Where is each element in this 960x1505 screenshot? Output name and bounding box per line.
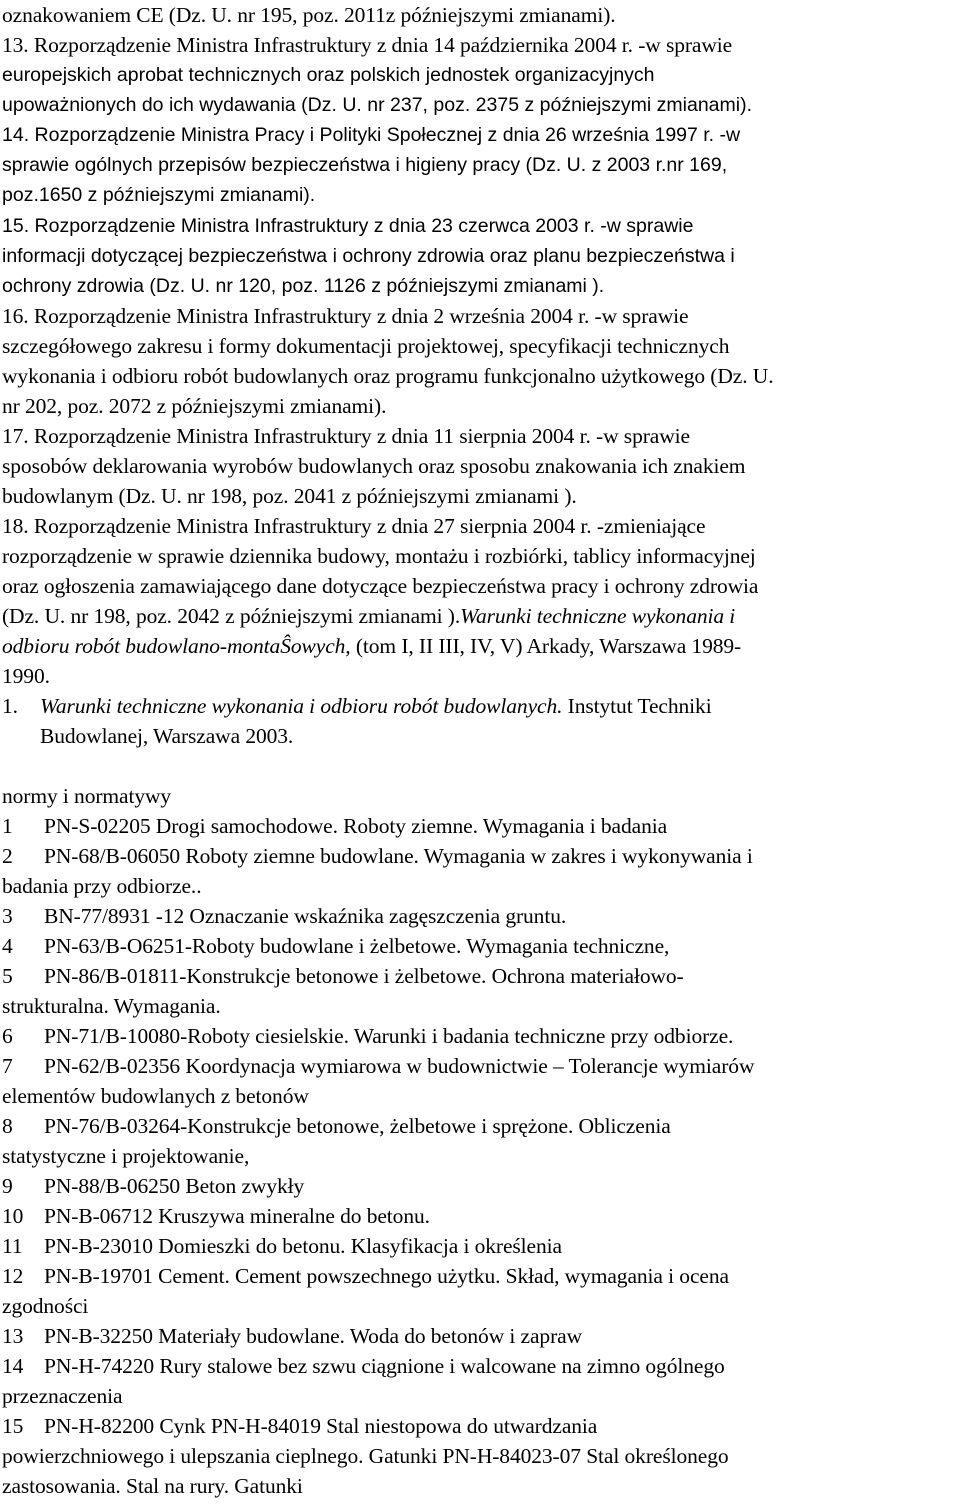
list-item bbox=[2, 811, 958, 841]
italic-title: odbioru robót budowlano-montaŜowych, bbox=[2, 634, 351, 658]
list-item-continuation: zgodności bbox=[2, 1294, 89, 1318]
list-number: 12 bbox=[2, 1264, 24, 1288]
text-line bbox=[2, 601, 958, 631]
list-text: PN-71/B-10080-Roboty ciesielskie. Warunki i badania techniczne przy odbiorze. bbox=[44, 1024, 734, 1048]
list-text: PN-B-19701 Cement. Cement powszechnego użytku. Skład, wymagania i ocena bbox=[44, 1264, 729, 1288]
list-item bbox=[2, 841, 958, 871]
list-number: 4 bbox=[2, 934, 13, 958]
list-text: PN-76/B-03264-Konstrukcje betonowe, żelbetowe i sprężone. Obliczenia bbox=[44, 1114, 671, 1138]
text-line: 13. Rozporządzenie Ministra Infrastruktury z dnia 14 października 2004 r. -w sprawie bbox=[2, 33, 733, 57]
text-line: sprawie ogólnych przepisów bezpieczeństwa i higieny pracy (Dz. U. z 2003 r.nr 169, bbox=[2, 154, 728, 176]
list-item-continuation: przeznaczenia bbox=[2, 1384, 123, 1408]
text-line: 16. Rozporządzenie Ministra Infrastruktury z dnia 2 września 2004 r. -w sprawie bbox=[2, 304, 689, 328]
list-item-continuation: badania przy odbiorze.. bbox=[2, 874, 202, 898]
text-line bbox=[2, 691, 958, 721]
text-line: szczegółowego zakresu i formy dokumentacji projektowej, specyfikacji technicznych bbox=[2, 334, 730, 358]
list-number: 9 bbox=[2, 1174, 13, 1198]
list-item bbox=[2, 1261, 958, 1291]
list-number: 13 bbox=[2, 1324, 24, 1348]
list-item bbox=[2, 961, 958, 991]
text-line: europejskich aprobat technicznych oraz polskich jednostek organizacyjnych bbox=[2, 64, 655, 86]
text-line: sposobów deklarowania wyrobów budowlanych oraz sposobu znakowania ich znakiem bbox=[2, 454, 746, 478]
text-line bbox=[2, 631, 958, 661]
list-item bbox=[2, 1321, 958, 1351]
text-line: nr 202, poz. 2072 z późniejszymi zmianami). bbox=[2, 394, 387, 418]
section-heading: normy i normatywy bbox=[2, 784, 172, 808]
list-number: 5 bbox=[2, 964, 13, 988]
list-text: PN-88/B-06250 Beton zwykły bbox=[44, 1174, 305, 1198]
list-text: PN-68/B-06050 Roboty ziemne budowlane. Wymagania w zakres i wykonywania i bbox=[44, 844, 753, 868]
text-line: upoważnionych do ich wydawania (Dz. U. nr 237, poz. 2375 z późniejszymi zmianami). bbox=[2, 94, 753, 116]
list-text: BN-77/8931 -12 Oznaczanie wskaźnika zagęszczenia gruntu. bbox=[44, 904, 567, 928]
text-span: (Dz. U. nr 198, poz. 2042 z późniejszymi zmianami ). bbox=[2, 604, 461, 628]
list-text: PN-B-32250 Materiały budowlane. Woda do betonów i zapraw bbox=[44, 1324, 583, 1348]
italic-title: Warunki techniczne wykonania i bbox=[460, 604, 736, 628]
text-line: 1990. bbox=[2, 664, 50, 688]
text-line: 17. Rozporządzenie Ministra Infrastruktury z dnia 11 sierpnia 2004 r. -w sprawie bbox=[2, 424, 690, 448]
list-item-continuation: strukturalna. Wymagania. bbox=[2, 994, 221, 1018]
list-number: 10 bbox=[2, 1204, 24, 1228]
list-item bbox=[2, 1051, 958, 1081]
list-text: PN-H-74220 Rury stalowe bez szwu ciągnione i walcowane na zimno ogólnego bbox=[44, 1354, 725, 1378]
text-line: Budowlanej, Warszawa 2003. bbox=[40, 724, 294, 748]
text-line: 18. Rozporządzenie Ministra Infrastruktury z dnia 27 sierpnia 2004 r. -zmieniające bbox=[2, 514, 706, 538]
list-number: 8 bbox=[2, 1114, 13, 1138]
list-item-continuation: statystyczne i projektowanie, bbox=[2, 1144, 250, 1168]
list-number: 6 bbox=[2, 1024, 13, 1048]
text-line: 15. Rozporządzenie Ministra Infrastruktury z dnia 23 czerwca 2003 r. -w sprawie bbox=[2, 215, 694, 237]
list-item bbox=[2, 1411, 958, 1441]
list-item bbox=[2, 1351, 958, 1381]
list-text: PN-B-23010 Domieszki do betonu. Klasyfikacja i określenia bbox=[44, 1234, 562, 1258]
list-number: 7 bbox=[2, 1054, 13, 1078]
text-line: rozporządzenie w sprawie dziennika budowy, montażu i rozbiórki, tablicy informacyjnej bbox=[2, 544, 756, 568]
text-line: budowlanym (Dz. U. nr 198, poz. 2041 z późniejszymi zmianami ). bbox=[2, 484, 577, 508]
list-number: 1. bbox=[2, 694, 18, 718]
list-item-continuation: elementów budowlanych z betonów bbox=[2, 1084, 309, 1108]
list-number: 2 bbox=[2, 844, 13, 868]
text-line: 14. Rozporządzenie Ministra Pracy i Polityki Społecznej z dnia 26 września 1997 r. -w bbox=[2, 124, 741, 146]
text-line: informacji dotyczącej bezpieczeństwa i ochrony zdrowia oraz planu bezpieczeństwa i bbox=[2, 245, 735, 267]
list-text: PN-62/B-02356 Koordynacja wymiarowa w budownictwie – Tolerancje wymiarów bbox=[44, 1054, 755, 1078]
list-item bbox=[2, 901, 958, 931]
text-span: (tom I, II III, IV, V) Arkady, Warszawa 1989- bbox=[350, 634, 742, 658]
list-item bbox=[2, 931, 958, 961]
list-text: PN-B-06712 Kruszywa mineralne do betonu. bbox=[44, 1204, 430, 1228]
text-line: oznakowaniem CE (Dz. U. nr 195, poz. 2011z późniejszymi zmianami). bbox=[2, 3, 616, 27]
text-span: Instytut Techniki bbox=[562, 694, 712, 718]
text-line: ochrony zdrowia (Dz. U. nr 120, poz. 1126 z późniejszymi zmianami ). bbox=[2, 275, 605, 297]
list-number: 3 bbox=[2, 904, 13, 928]
italic-title: Warunki techniczne wykonania i odbioru robót budowlanych. bbox=[40, 694, 563, 718]
list-text: PN-H-82200 Cynk PN-H-84019 Stal niestopowa do utwardzania bbox=[44, 1414, 598, 1438]
list-text: PN-63/B-O6251-Roboty budowlane i żelbetowe. Wymagania techniczne, bbox=[44, 934, 670, 958]
list-number: 11 bbox=[2, 1234, 23, 1258]
list-number: 14 bbox=[2, 1354, 24, 1378]
list-item bbox=[2, 1231, 958, 1261]
list-number: 1 bbox=[2, 814, 13, 838]
list-text: PN-86/B-01811-Konstrukcje betonowe i żelbetowe. Ochrona materiałowo- bbox=[44, 964, 684, 988]
list-item-continuation: zastosowania. Stal na rury. Gatunki bbox=[2, 1474, 303, 1498]
list-item-continuation: powierzchniowego i ulepszania cieplnego. Gatunki PN-H-84023-07 Stal określonego bbox=[2, 1444, 729, 1468]
list-item bbox=[2, 1111, 958, 1141]
text-line: oraz ogłoszenia zamawiającego dane dotyczące bezpieczeństwa pracy i ochrony zdrowia bbox=[2, 574, 759, 598]
text-line: wykonania i odbioru robót budowlanych oraz programu funkcjonalno użytkowego (Dz. U. bbox=[2, 364, 774, 388]
list-item bbox=[2, 1201, 958, 1231]
list-number: 15 bbox=[2, 1414, 24, 1438]
list-item bbox=[2, 1171, 958, 1201]
text-line: poz.1650 z późniejszymi zmianami). bbox=[2, 184, 316, 206]
list-item bbox=[2, 1021, 958, 1051]
list-text: PN-S-02205 Drogi samochodowe. Roboty ziemne. Wymagania i badania bbox=[44, 814, 668, 838]
